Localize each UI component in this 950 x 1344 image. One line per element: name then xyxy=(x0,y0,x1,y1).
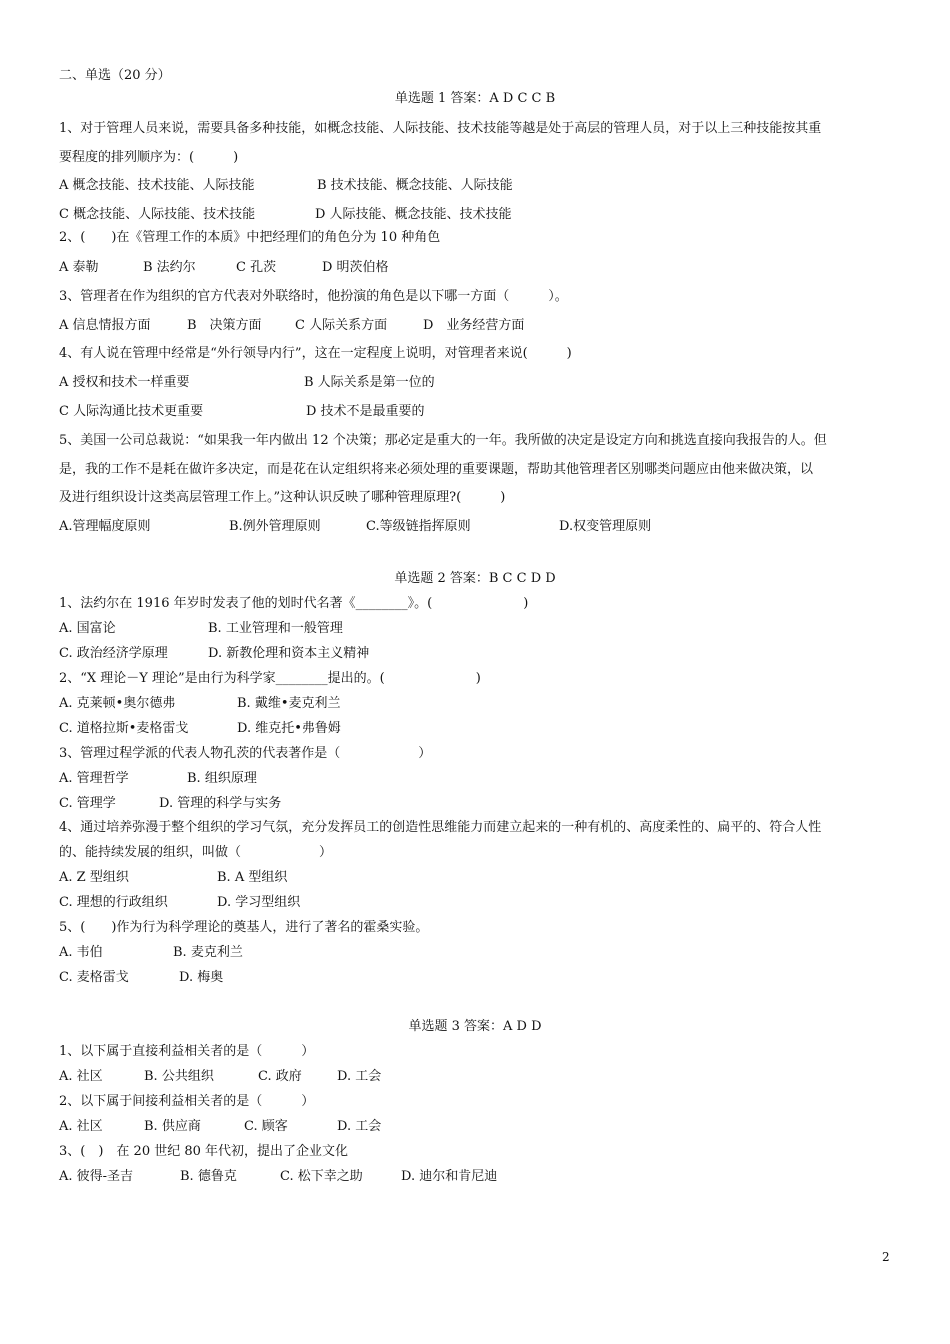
option: D. 迪尔和肯尼迪 xyxy=(401,1169,498,1184)
option: A 概念技能、技术技能、人际技能 xyxy=(59,178,255,193)
option: D. 工会 xyxy=(337,1069,382,1084)
question-stem: 4、有人说在管理中经常是“外行领导内行”，这在一定程度上说明，对管理者来说( ) xyxy=(59,346,572,361)
option: C 概念技能、人际技能、技术技能 xyxy=(59,207,256,222)
option: A. 社区 xyxy=(59,1119,103,1134)
option: C. 政治经济学原理 xyxy=(59,646,168,661)
option: B. 戴维•麦克利兰 xyxy=(237,696,341,711)
answer-line: 单选题 3 答案：A D D xyxy=(408,1019,542,1034)
question-stem: 3、( ) 在 20 世纪 80 年代初，提出了企业文化 xyxy=(59,1144,349,1159)
option: C. 政府 xyxy=(258,1069,302,1084)
question-stem: 2、( )在《管理工作的本质》中把经理们的角色分为 10 种角色 xyxy=(59,230,441,245)
option: C 人际关系方面 xyxy=(295,318,388,333)
option: C 人际沟通比技术更重要 xyxy=(59,404,204,419)
option: B 技术技能、概念技能、人际技能 xyxy=(317,178,513,193)
option: D. 工会 xyxy=(337,1119,382,1134)
option: A. 克莱顿•奥尔德弗 xyxy=(59,696,176,711)
option: B. 德鲁克 xyxy=(180,1169,237,1184)
question-stem: 2、“X 理论－Y 理论”是由行为科学家________提出的。( ) xyxy=(59,671,481,686)
option: B 人际关系是第一位的 xyxy=(304,375,435,390)
question-stem: 1、以下属于直接利益相关者的是（ ） xyxy=(59,1044,315,1059)
option: A. 韦伯 xyxy=(59,945,103,960)
option: C. 麦格雷戈 xyxy=(59,970,129,985)
answer-line: 单选题 1 答案：A D C C B xyxy=(394,91,556,106)
option: D 技术不是最重要的 xyxy=(306,404,425,419)
option: D. 维克托•弗鲁姆 xyxy=(237,721,341,736)
option: A.管理幅度原则 xyxy=(59,519,151,534)
option: C. 管理学 xyxy=(59,796,116,811)
question-stem: 5、美国一公司总裁说：“如果我一年内做出 12 个决策；那必定是重大的一年。我所做的决定是设定方向和挑选直接向我报告的人。但 xyxy=(59,433,827,448)
option: D 明茨伯格 xyxy=(322,260,389,275)
option: B. 麦克利兰 xyxy=(173,945,243,960)
option: A 泰勒 xyxy=(59,260,99,275)
option: A. 彼得-圣吉 xyxy=(59,1169,134,1184)
option: A 授权和技术一样重要 xyxy=(59,375,190,390)
question-stem: 5、( )作为行为科学理论的奠基人，进行了著名的霍桑实验。 xyxy=(59,920,429,935)
option: C. 松下幸之助 xyxy=(280,1169,363,1184)
option: B. 组织原理 xyxy=(187,771,257,786)
question-stem: 1、法约尔在 1916 年岁时发表了他的划时代名著《________》。( ) xyxy=(59,596,529,611)
option: B. 供应商 xyxy=(144,1119,201,1134)
option: D 业务经营方面 xyxy=(423,318,525,333)
option: D 人际技能、概念技能、技术技能 xyxy=(315,207,512,222)
option: D. 管理的科学与实务 xyxy=(159,796,282,811)
option: C. 理想的行政组织 xyxy=(59,895,168,910)
option: B 决策方面 xyxy=(187,318,262,333)
option: B 法约尔 xyxy=(143,260,196,275)
option: D. 新教伦理和资本主义精神 xyxy=(208,646,370,661)
question-stem: 3、管理者在作为组织的官方代表对外联络时，他扮演的角色是以下哪一方面（ ）。 xyxy=(59,289,568,304)
option: D.权变管理原则 xyxy=(559,519,652,534)
option: B. 公共组织 xyxy=(144,1069,214,1084)
option: A. 国富论 xyxy=(59,621,116,636)
answer-line: 单选题 2 答案：B C C D D xyxy=(394,571,556,586)
question-stem: 及进行组织设计这类高层管理工作上。”这种认识反映了哪种管理原理?( ) xyxy=(59,490,506,505)
question-stem: 是，我的工作不是耗在做许多决定，而是花在认定组织将来必须处理的重要课题，帮助其他管理者区别哪类问题应由他来做决策，以 xyxy=(59,462,814,477)
question-stem: 3、管理过程学派的代表人物孔茨的代表著作是（ ） xyxy=(59,746,432,761)
page-number: 2 xyxy=(882,1250,890,1264)
option: B.例外管理原则 xyxy=(229,519,321,534)
option: C.等级链指挥原则 xyxy=(366,519,471,534)
option: B. 工业管理和一般管理 xyxy=(208,621,343,636)
option: C 孔茨 xyxy=(236,260,277,275)
option: A 信息情报方面 xyxy=(59,318,151,333)
question-stem: 要程度的排列顺序为：( ) xyxy=(59,150,239,165)
question-stem: 4、通过培养弥漫于整个组织的学习气氛，充分发挥员工的创造性思维能力而建立起来的一种有机的、高度柔性的、扁平的、符合人性 xyxy=(59,820,822,835)
option: A. Z 型组织 xyxy=(59,870,129,885)
section-title: 二、单选（20 分） xyxy=(59,68,171,83)
option: C. 道格拉斯•麦格雷戈 xyxy=(59,721,189,736)
question-stem: 1、对于管理人员来说，需要具备多种技能，如概念技能、人际技能、技术技能等越是处于高层的管理人员，对于以上三种技能按其重 xyxy=(59,121,822,136)
option: B. A 型组织 xyxy=(217,870,288,885)
option: A. 管理哲学 xyxy=(59,771,129,786)
question-stem: 的、能持续发展的组织，叫做（ ） xyxy=(59,845,333,860)
question-stem: 2、以下属于间接利益相关者的是（ ） xyxy=(59,1094,315,1109)
option: A. 社区 xyxy=(59,1069,103,1084)
option: C. 顾客 xyxy=(244,1119,288,1134)
option: D. 学习型组织 xyxy=(217,895,301,910)
option: D. 梅奥 xyxy=(179,970,224,985)
